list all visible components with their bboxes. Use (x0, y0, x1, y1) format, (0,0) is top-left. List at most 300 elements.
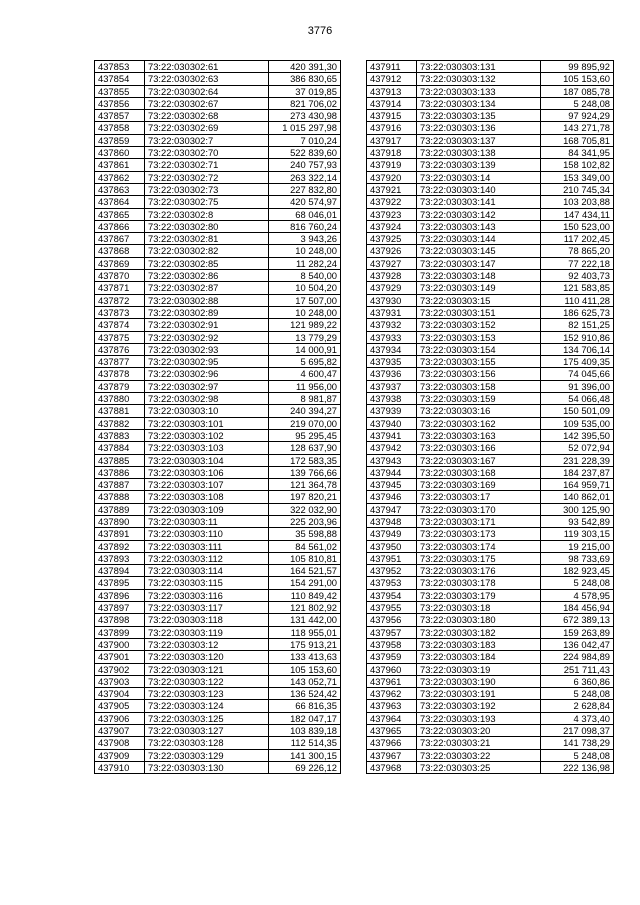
table-row (95, 122, 341, 134)
amount-cell: 52 072,94 (541, 442, 614, 454)
table-row (367, 196, 614, 208)
table-row (95, 183, 341, 195)
cadastral-number-cell: 73:22:030302:70 (145, 147, 269, 159)
table-row (95, 134, 341, 146)
table-row (95, 712, 341, 724)
row-number-cell: 437932 (367, 319, 417, 331)
table-row (95, 565, 341, 577)
amount-cell: 816 760,24 (269, 220, 341, 232)
table-row (367, 761, 614, 773)
cadastral-number-cell: 73:22:030303:110 (145, 528, 269, 540)
row-number-cell: 437901 (95, 651, 145, 663)
row-number-cell: 437881 (95, 405, 145, 417)
cadastral-number-cell: 73:22:030302:80 (145, 220, 269, 232)
row-number-cell: 437897 (95, 602, 145, 614)
row-number-cell: 437953 (367, 577, 417, 589)
cadastral-number-cell: 73:22:030303:114 (145, 565, 269, 577)
table-row (367, 528, 614, 540)
row-number-cell: 437890 (95, 515, 145, 527)
row-number-cell: 437968 (367, 761, 417, 773)
amount-cell: 143 271,78 (541, 122, 614, 134)
amount-cell: 5 248,08 (541, 688, 614, 700)
table-row (95, 73, 341, 85)
table-row (95, 638, 341, 650)
table-row (95, 515, 341, 527)
table-row (367, 393, 614, 405)
cadastral-number-cell: 73:22:030303:136 (417, 122, 541, 134)
amount-cell: 110 411,28 (541, 294, 614, 306)
row-number-cell: 437916 (367, 122, 417, 134)
table-row (95, 688, 341, 700)
cadastral-number-cell: 73:22:030302:91 (145, 319, 269, 331)
cadastral-number-cell: 73:22:030303:151 (417, 306, 541, 318)
table-row (95, 208, 341, 220)
cadastral-number-cell: 73:22:030302:63 (145, 73, 269, 85)
cadastral-number-cell: 73:22:030302:89 (145, 306, 269, 318)
cadastral-number-cell: 73:22:030303:147 (417, 257, 541, 269)
amount-cell: 5 695,82 (269, 356, 341, 368)
cadastral-number-cell: 73:22:030303:169 (417, 479, 541, 491)
cadastral-number-cell: 73:22:030303:14 (417, 171, 541, 183)
row-number-cell: 437855 (95, 85, 145, 97)
table-row (95, 429, 341, 441)
row-number-cell: 437923 (367, 208, 417, 220)
amount-cell: 74 045,66 (541, 368, 614, 380)
amount-cell: 110 849,42 (269, 589, 341, 601)
row-number-cell: 437882 (95, 417, 145, 429)
table-row (367, 688, 614, 700)
amount-cell: 240 394,27 (269, 405, 341, 417)
amount-cell: 4 373,40 (541, 712, 614, 724)
amount-cell: 117 202,45 (541, 233, 614, 245)
table-row (367, 491, 614, 503)
row-number-cell: 437926 (367, 245, 417, 257)
amount-cell: 10 248,00 (269, 306, 341, 318)
amount-cell: 184 456,94 (541, 602, 614, 614)
row-number-cell: 437888 (95, 491, 145, 503)
table-row (95, 663, 341, 675)
page-number: 3776 (307, 25, 333, 37)
table-row (95, 270, 341, 282)
amount-cell: 19 215,00 (541, 540, 614, 552)
amount-cell: 175 409,35 (541, 356, 614, 368)
table-row (367, 700, 614, 712)
amount-cell: 141 300,15 (269, 749, 341, 761)
row-number-cell: 437908 (95, 737, 145, 749)
amount-cell: 84 341,95 (541, 147, 614, 159)
amount-cell: 273 430,98 (269, 110, 341, 122)
cadastral-number-cell: 73:22:030303:184 (417, 651, 541, 663)
row-number-cell: 437878 (95, 368, 145, 380)
row-number-cell: 437909 (95, 749, 145, 761)
amount-cell: 103 839,18 (269, 725, 341, 737)
amount-cell: 136 042,47 (541, 638, 614, 650)
cadastral-number-cell: 73:22:030303:107 (145, 479, 269, 491)
cadastral-number-cell: 73:22:030303:162 (417, 417, 541, 429)
cadastral-number-cell: 73:22:030303:128 (145, 737, 269, 749)
table-row (95, 417, 341, 429)
row-number-cell: 437904 (95, 688, 145, 700)
row-number-cell: 437867 (95, 233, 145, 245)
table-row (95, 503, 341, 515)
row-number-cell: 437873 (95, 306, 145, 318)
table-row (367, 233, 614, 245)
row-number-cell: 437861 (95, 159, 145, 171)
table-row (95, 343, 341, 355)
table-row (367, 515, 614, 527)
row-number-cell: 437898 (95, 614, 145, 626)
row-number-cell: 437954 (367, 589, 417, 601)
cadastral-number-cell: 73:22:030302:92 (145, 331, 269, 343)
amount-cell: 14 000,91 (269, 343, 341, 355)
table-row (367, 540, 614, 552)
row-number-cell: 437960 (367, 663, 417, 675)
table-row (367, 712, 614, 724)
amount-cell: 95 295,45 (269, 429, 341, 441)
cadastral-number-cell: 73:22:030303:138 (417, 147, 541, 159)
cadastral-number-cell: 73:22:030303:10 (145, 405, 269, 417)
cadastral-number-cell: 73:22:030303:131 (417, 61, 541, 73)
row-number-cell: 437927 (367, 257, 417, 269)
row-number-cell: 437944 (367, 466, 417, 478)
row-number-cell: 437956 (367, 614, 417, 626)
cadastral-number-cell: 73:22:030303:133 (417, 85, 541, 97)
amount-cell: 5 248,08 (541, 577, 614, 589)
table-row (367, 171, 614, 183)
table-row (367, 343, 614, 355)
table-row (95, 749, 341, 761)
amount-cell: 3 943,26 (269, 233, 341, 245)
cadastral-number-cell: 73:22:030303:174 (417, 540, 541, 552)
table-row (367, 147, 614, 159)
row-number-cell: 437967 (367, 749, 417, 761)
amount-cell: 140 862,01 (541, 491, 614, 503)
cadastral-number-cell: 73:22:030302:64 (145, 85, 269, 97)
amount-cell: 78 865,20 (541, 245, 614, 257)
table-row (367, 651, 614, 663)
row-number-cell: 437936 (367, 368, 417, 380)
amount-cell: 300 125,90 (541, 503, 614, 515)
row-number-cell: 437871 (95, 282, 145, 294)
cadastral-number-cell: 73:22:030303:153 (417, 331, 541, 343)
cadastral-number-cell: 73:22:030303:176 (417, 565, 541, 577)
cadastral-number-cell: 73:22:030303:144 (417, 233, 541, 245)
cadastral-number-cell: 73:22:030303:167 (417, 454, 541, 466)
table-row (367, 306, 614, 318)
cadastral-number-cell: 73:22:030302:71 (145, 159, 269, 171)
cadastral-number-cell: 73:22:030303:22 (417, 749, 541, 761)
cadastral-number-cell: 73:22:030303:121 (145, 663, 269, 675)
table-row (95, 356, 341, 368)
row-number-cell: 437964 (367, 712, 417, 724)
amount-cell: 128 637,90 (269, 442, 341, 454)
row-number-cell: 437922 (367, 196, 417, 208)
table-row (95, 233, 341, 245)
cadastral-number-cell: 73:22:030302:69 (145, 122, 269, 134)
row-number-cell: 437863 (95, 183, 145, 195)
amount-cell: 141 738,29 (541, 737, 614, 749)
cadastral-number-cell: 73:22:030303:117 (145, 602, 269, 614)
cadastral-number-cell: 73:22:030303:18 (417, 602, 541, 614)
row-number-cell: 437906 (95, 712, 145, 724)
amount-cell: 322 032,90 (269, 503, 341, 515)
cadastral-number-cell: 73:22:030303:112 (145, 552, 269, 564)
cadastral-number-cell: 73:22:030303:11 (145, 515, 269, 527)
row-number-cell: 437930 (367, 294, 417, 306)
table-row (95, 171, 341, 183)
table-row (367, 134, 614, 146)
table-row (95, 466, 341, 478)
table-row (367, 110, 614, 122)
row-number-cell: 437962 (367, 688, 417, 700)
row-number-cell: 437889 (95, 503, 145, 515)
row-number-cell: 437884 (95, 442, 145, 454)
row-number-cell: 437903 (95, 675, 145, 687)
table-row (367, 675, 614, 687)
row-number-cell: 437933 (367, 331, 417, 343)
row-number-cell: 437854 (95, 73, 145, 85)
amount-cell: 103 203,88 (541, 196, 614, 208)
cadastral-number-cell: 73:22:030302:98 (145, 393, 269, 405)
amount-cell: 152 910,86 (541, 331, 614, 343)
table-row (367, 294, 614, 306)
table-row (367, 614, 614, 626)
amount-cell: 150 501,09 (541, 405, 614, 417)
row-number-cell: 437921 (367, 183, 417, 195)
row-number-cell: 437940 (367, 417, 417, 429)
amount-cell: 164 959,71 (541, 479, 614, 491)
amount-cell: 164 521,57 (269, 565, 341, 577)
cadastral-number-cell: 73:22:030303:108 (145, 491, 269, 503)
amount-cell: 672 389,13 (541, 614, 614, 626)
row-number-cell: 437959 (367, 651, 417, 663)
row-number-cell: 437883 (95, 429, 145, 441)
table-row (367, 577, 614, 589)
amount-cell: 182 047,17 (269, 712, 341, 724)
left-data-table (94, 60, 341, 774)
amount-cell: 197 820,21 (269, 491, 341, 503)
cadastral-number-cell: 73:22:030303:129 (145, 749, 269, 761)
row-number-cell: 437853 (95, 61, 145, 73)
row-number-cell: 437857 (95, 110, 145, 122)
cadastral-number-cell: 73:22:030302:81 (145, 233, 269, 245)
cadastral-number-cell: 73:22:030303:118 (145, 614, 269, 626)
table-row (95, 675, 341, 687)
table-row (95, 577, 341, 589)
row-number-cell: 437942 (367, 442, 417, 454)
cadastral-number-cell: 73:22:030303:140 (417, 183, 541, 195)
cadastral-number-cell: 73:22:030303:20 (417, 725, 541, 737)
amount-cell: 66 816,35 (269, 700, 341, 712)
amount-cell: 158 102,82 (541, 159, 614, 171)
cadastral-number-cell: 73:22:030303:159 (417, 393, 541, 405)
table-row (367, 85, 614, 97)
cadastral-number-cell: 73:22:030303:143 (417, 220, 541, 232)
table-row (367, 749, 614, 761)
table-row (367, 270, 614, 282)
row-number-cell: 437892 (95, 540, 145, 552)
table-row (95, 540, 341, 552)
cadastral-number-cell: 73:22:030303:123 (145, 688, 269, 700)
amount-cell: 121 989,22 (269, 319, 341, 331)
row-number-cell: 437875 (95, 331, 145, 343)
row-number-cell: 437876 (95, 343, 145, 355)
cadastral-number-cell: 73:22:030302:82 (145, 245, 269, 257)
right-data-table (366, 60, 614, 774)
cadastral-number-cell: 73:22:030303:120 (145, 651, 269, 663)
row-number-cell: 437905 (95, 700, 145, 712)
row-number-cell: 437891 (95, 528, 145, 540)
row-number-cell: 437917 (367, 134, 417, 146)
cadastral-number-cell: 73:22:030303:135 (417, 110, 541, 122)
amount-cell: 8 981,87 (269, 393, 341, 405)
cadastral-number-cell: 73:22:030303:152 (417, 319, 541, 331)
table-row (95, 442, 341, 454)
amount-cell: 210 745,34 (541, 183, 614, 195)
row-number-cell: 437935 (367, 356, 417, 368)
table-row (367, 589, 614, 601)
row-number-cell: 437868 (95, 245, 145, 257)
cadastral-number-cell: 73:22:030303:149 (417, 282, 541, 294)
table-row (367, 97, 614, 109)
cadastral-number-cell: 73:22:030303:115 (145, 577, 269, 589)
amount-cell: 8 540,00 (269, 270, 341, 282)
row-number-cell: 437913 (367, 85, 417, 97)
row-number-cell: 437958 (367, 638, 417, 650)
amount-cell: 227 832,80 (269, 183, 341, 195)
cadastral-number-cell: 73:22:030303:148 (417, 270, 541, 282)
row-number-cell: 437914 (367, 97, 417, 109)
amount-cell: 1 015 297,98 (269, 122, 341, 134)
row-number-cell: 437915 (367, 110, 417, 122)
table-row (95, 528, 341, 540)
cadastral-number-cell: 73:22:030303:166 (417, 442, 541, 454)
amount-cell: 159 263,89 (541, 626, 614, 638)
row-number-cell: 437899 (95, 626, 145, 638)
amount-cell: 6 360,86 (541, 675, 614, 687)
cadastral-number-cell: 73:22:030302:86 (145, 270, 269, 282)
cadastral-number-cell: 73:22:030303:12 (145, 638, 269, 650)
row-number-cell: 437912 (367, 73, 417, 85)
cadastral-number-cell: 73:22:030303:173 (417, 528, 541, 540)
row-number-cell: 437950 (367, 540, 417, 552)
row-number-cell: 437885 (95, 454, 145, 466)
amount-cell: 219 070,00 (269, 417, 341, 429)
cadastral-number-cell: 73:22:030303:106 (145, 466, 269, 478)
table-row (367, 602, 614, 614)
cadastral-number-cell: 73:22:030303:25 (417, 761, 541, 773)
amount-cell: 5 248,08 (541, 97, 614, 109)
cadastral-number-cell: 73:22:030303:19 (417, 663, 541, 675)
amount-cell: 99 895,92 (541, 61, 614, 73)
cadastral-number-cell: 73:22:030303:168 (417, 466, 541, 478)
amount-cell: 154 291,00 (269, 577, 341, 589)
cadastral-number-cell: 73:22:030303:179 (417, 589, 541, 601)
amount-cell: 420 391,30 (269, 61, 341, 73)
table-row (95, 110, 341, 122)
table-row (95, 626, 341, 638)
cadastral-number-cell: 73:22:030302:85 (145, 257, 269, 269)
table-row (367, 429, 614, 441)
table-row (95, 257, 341, 269)
amount-cell: 172 583,35 (269, 454, 341, 466)
table-row (95, 491, 341, 503)
table-row (367, 503, 614, 515)
amount-cell: 82 151,25 (541, 319, 614, 331)
table-row (367, 122, 614, 134)
cadastral-number-cell: 73:22:030303:116 (145, 589, 269, 601)
cadastral-number-cell: 73:22:030302:68 (145, 110, 269, 122)
row-number-cell: 437948 (367, 515, 417, 527)
amount-cell: 142 395,50 (541, 429, 614, 441)
table-row (367, 552, 614, 564)
row-number-cell: 437858 (95, 122, 145, 134)
cadastral-number-cell: 73:22:030303:111 (145, 540, 269, 552)
amount-cell: 386 830,65 (269, 73, 341, 85)
cadastral-number-cell: 73:22:030302:67 (145, 97, 269, 109)
table-row (367, 73, 614, 85)
row-number-cell: 437934 (367, 343, 417, 355)
cadastral-number-cell: 73:22:030303:16 (417, 405, 541, 417)
row-number-cell: 437951 (367, 552, 417, 564)
row-number-cell: 437943 (367, 454, 417, 466)
row-number-cell: 437920 (367, 171, 417, 183)
amount-cell: 121 802,92 (269, 602, 341, 614)
amount-cell: 522 839,60 (269, 147, 341, 159)
table-row (367, 380, 614, 392)
row-number-cell: 437961 (367, 675, 417, 687)
amount-cell: 821 706,02 (269, 97, 341, 109)
amount-cell: 420 574,97 (269, 196, 341, 208)
amount-cell: 131 442,00 (269, 614, 341, 626)
amount-cell: 184 237,87 (541, 466, 614, 478)
table-row (367, 319, 614, 331)
cadastral-number-cell: 73:22:030302:72 (145, 171, 269, 183)
table-row (95, 147, 341, 159)
table-row (367, 405, 614, 417)
cadastral-number-cell: 73:22:030303:130 (145, 761, 269, 773)
cadastral-number-cell: 73:22:030303:101 (145, 417, 269, 429)
cadastral-number-cell: 73:22:030302:93 (145, 343, 269, 355)
table-row (95, 725, 341, 737)
table-row (367, 638, 614, 650)
table-row (367, 466, 614, 478)
row-number-cell: 437865 (95, 208, 145, 220)
row-number-cell: 437894 (95, 565, 145, 577)
row-number-cell: 437945 (367, 479, 417, 491)
row-number-cell: 437879 (95, 380, 145, 392)
amount-cell: 222 136,98 (541, 761, 614, 773)
cadastral-number-cell: 73:22:030303:134 (417, 97, 541, 109)
amount-cell: 37 019,85 (269, 85, 341, 97)
table-row (367, 356, 614, 368)
amount-cell: 112 514,35 (269, 737, 341, 749)
row-number-cell: 437924 (367, 220, 417, 232)
table-row (95, 761, 341, 773)
table-row (367, 442, 614, 454)
amount-cell: 5 248,08 (541, 749, 614, 761)
amount-cell: 69 226,12 (269, 761, 341, 773)
amount-cell: 136 524,42 (269, 688, 341, 700)
cadastral-number-cell: 73:22:030303:142 (417, 208, 541, 220)
row-number-cell: 437929 (367, 282, 417, 294)
table-row (367, 331, 614, 343)
cadastral-number-cell: 73:22:030303:122 (145, 675, 269, 687)
row-number-cell: 437931 (367, 306, 417, 318)
row-number-cell: 437864 (95, 196, 145, 208)
cadastral-number-cell: 73:22:030303:125 (145, 712, 269, 724)
cadastral-number-cell: 73:22:030302:95 (145, 356, 269, 368)
